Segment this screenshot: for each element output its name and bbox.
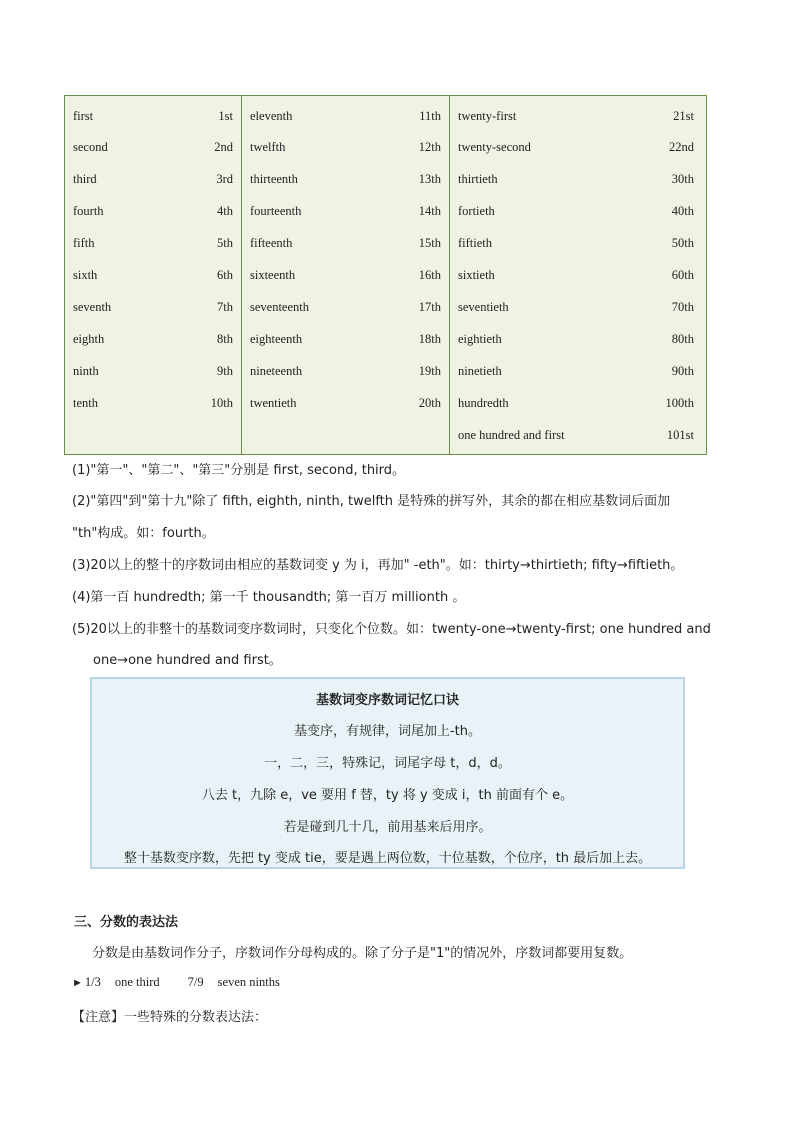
section-paragraph: 分数是由基数词作分子，序数词作分母构成的。除了分子是"1"的情况外，序数词都要用复数。 — [92, 946, 633, 961]
ordinal-abbreviation: 60th — [671, 268, 694, 282]
ordinal-abbreviation: 13th — [418, 172, 441, 187]
ordinal-word: thirtieth — [458, 172, 498, 187]
table-row — [250, 329, 441, 349]
table-row — [458, 425, 694, 445]
mnemonic-line: 一，二，三，特殊记，词尾字母 t，d，d。 — [264, 756, 511, 771]
table-row — [250, 234, 441, 254]
ordinal-abbreviation: 19th — [418, 363, 441, 378]
table-row — [250, 393, 441, 413]
table-row — [73, 202, 233, 222]
ordinal-word: fourteenth — [250, 204, 302, 219]
fraction-value: 1/3 — [84, 975, 101, 989]
table-row — [458, 138, 694, 158]
fraction-words: one third — [114, 975, 160, 989]
ordinal-word: ninth — [73, 363, 99, 378]
ordinal-word: sixth — [73, 268, 98, 282]
note-line: 【注意】一些特殊的分数表达法： — [72, 1010, 268, 1025]
ordinal-word: seventh — [73, 299, 112, 314]
ordinal-word: ninetieth — [458, 363, 502, 378]
table-column-2 — [242, 96, 450, 454]
table-row — [250, 138, 441, 158]
ordinal-abbreviation: 1st — [218, 108, 233, 123]
ordinal-abbreviation: 40th — [671, 204, 694, 219]
ordinal-word: second — [73, 140, 108, 155]
rule-2-line-1: (2)"第四"到"第十九"除了 fifth, eighth, ninth, twelfth 是特殊的拼写外，其余的都在相应基数词后面加 — [72, 494, 671, 509]
ordinal-word: fiftieth — [458, 236, 493, 251]
table-row — [458, 361, 694, 381]
ordinal-abbreviation: 2nd — [214, 140, 233, 155]
ordinal-abbreviation: 100th — [665, 395, 694, 410]
table-row — [73, 297, 233, 317]
ordinal-word: nineteenth — [250, 363, 303, 378]
table-column-1 — [65, 96, 242, 454]
table-row — [458, 234, 694, 254]
mnemonic-line: 八去 t，九除 e，ve 要用 f 替，ty 将 y 变成 i，th 前面有个 e。 — [201, 788, 574, 803]
ordinal-word: tenth — [73, 395, 98, 410]
ordinal-word: seventeenth — [250, 299, 310, 314]
mnemonic-title: 基数词变序数词记忆口诀 — [315, 693, 459, 708]
ordinal-abbreviation: 101st — [666, 427, 694, 442]
rule-3: (3)20以上的整十的序数词由相应的基数词变 y 为 i，再加" -eth"。如：thirty→thirtieth; fifty→fiftieth。 — [72, 558, 684, 573]
ordinal-word: seventieth — [458, 299, 509, 314]
table-row — [73, 329, 233, 349]
rule-5-line-2: one→one hundred and first。 — [93, 653, 282, 668]
table-row — [458, 329, 694, 349]
section-heading: 三、分数的表达法 — [74, 915, 179, 930]
ordinal-word: fifteenth — [250, 236, 293, 251]
ordinal-word: sixteenth — [250, 268, 296, 282]
table-row — [73, 138, 233, 158]
table-row — [458, 170, 694, 190]
ordinal-word: eightieth — [458, 331, 502, 346]
table-row — [458, 266, 694, 286]
ordinal-abbreviation: 4th — [217, 204, 233, 219]
ordinal-word: third — [73, 172, 97, 187]
ordinal-word: fortieth — [458, 204, 495, 219]
table-row — [73, 393, 233, 413]
table-row — [73, 266, 233, 286]
ordinal-abbreviation: 30th — [671, 172, 694, 187]
ordinal-word: twelfth — [250, 140, 286, 155]
ordinal-abbreviation: 7th — [217, 299, 233, 314]
triangle-bullet-icon: ► — [72, 976, 83, 989]
table-row — [73, 106, 233, 126]
ordinal-abbreviation: 50th — [671, 236, 694, 251]
ordinal-word: hundredth — [458, 395, 509, 410]
table-row — [250, 297, 441, 317]
ordinal-word: twenty-first — [458, 108, 517, 123]
mnemonic-line: 基变序，有规律，词尾加上-th。 — [293, 724, 482, 739]
table-row — [73, 234, 233, 254]
ordinal-abbreviation: 15th — [418, 236, 441, 251]
fraction-words: seven ninths — [217, 975, 280, 989]
rule-2-line-2: "th"构成。如：fourth。 — [72, 526, 215, 541]
ordinal-abbreviation: 3rd — [216, 172, 233, 187]
ordinal-abbreviation: 11th — [419, 108, 441, 123]
ordinal-abbreviation: 17th — [418, 299, 441, 314]
ordinal-abbreviation: 14th — [418, 204, 441, 219]
ordinal-numbers-table — [64, 95, 707, 455]
table-column-3 — [450, 96, 706, 454]
ordinal-word: eighth — [73, 331, 105, 346]
ordinal-word: eighteenth — [250, 331, 303, 346]
ordinal-abbreviation: 12th — [418, 140, 441, 155]
table-row — [250, 361, 441, 381]
ordinal-abbreviation: 8th — [217, 331, 233, 346]
rule-4: (4)第一百 hundredth; 第一千 thousandth; 第一百万 millionth 。 — [72, 590, 466, 605]
ordinal-word: one hundred and first — [458, 427, 565, 442]
ordinal-abbreviation: 5th — [217, 236, 233, 251]
table-row — [458, 202, 694, 222]
ordinal-abbreviation: 70th — [671, 299, 694, 314]
fraction-value: 7/9 — [187, 975, 204, 989]
table-row — [73, 170, 233, 190]
table-row — [250, 202, 441, 222]
ordinal-word: first — [73, 108, 94, 123]
rule-1: (1)"第一"、"第二"、"第三"分别是 first, second, third。 — [72, 463, 406, 478]
rule-5-line-1: (5)20以上的非整十的基数词变序数词时，只变化个位数。如：twenty-one→twenty-first; one hundred and — [72, 622, 711, 637]
ordinal-abbreviation: 6th — [217, 268, 233, 282]
table-row — [458, 393, 694, 413]
ordinal-abbreviation: 16th — [418, 268, 441, 282]
mnemonic-line: 整十基数变序数，先把 ty 变成 tie，要是遇上两位数，十位基数，个位序，th 最后加上去。 — [123, 851, 652, 866]
ordinal-word: fourth — [73, 204, 104, 219]
ordinal-word: thirteenth — [250, 172, 298, 187]
ordinal-word: sixtieth — [458, 268, 495, 282]
ordinal-abbreviation: 80th — [671, 331, 694, 346]
table-row — [250, 170, 441, 190]
ordinal-abbreviation: 22nd — [669, 140, 694, 155]
table-row — [458, 106, 694, 126]
ordinal-abbreviation: 20th — [418, 395, 441, 410]
table-row — [250, 266, 441, 286]
ordinal-word: eleventh — [250, 108, 293, 123]
ordinal-word: fifth — [73, 236, 95, 251]
ordinal-abbreviation: 18th — [418, 331, 441, 346]
ordinal-abbreviation: 10th — [210, 395, 233, 410]
ordinal-abbreviation: 21st — [673, 108, 694, 123]
ordinal-abbreviation: 90th — [671, 363, 694, 378]
table-row — [250, 106, 441, 126]
table-row — [458, 297, 694, 317]
mnemonic-box — [90, 677, 685, 869]
mnemonic-line: 若是碰到几十几，前用基来后用序。 — [283, 820, 492, 835]
ordinal-word: twenty-second — [458, 140, 531, 155]
ordinal-abbreviation: 9th — [217, 363, 233, 378]
fraction-example — [72, 975, 280, 990]
ordinal-word: twentieth — [250, 395, 297, 410]
table-row — [73, 361, 233, 381]
